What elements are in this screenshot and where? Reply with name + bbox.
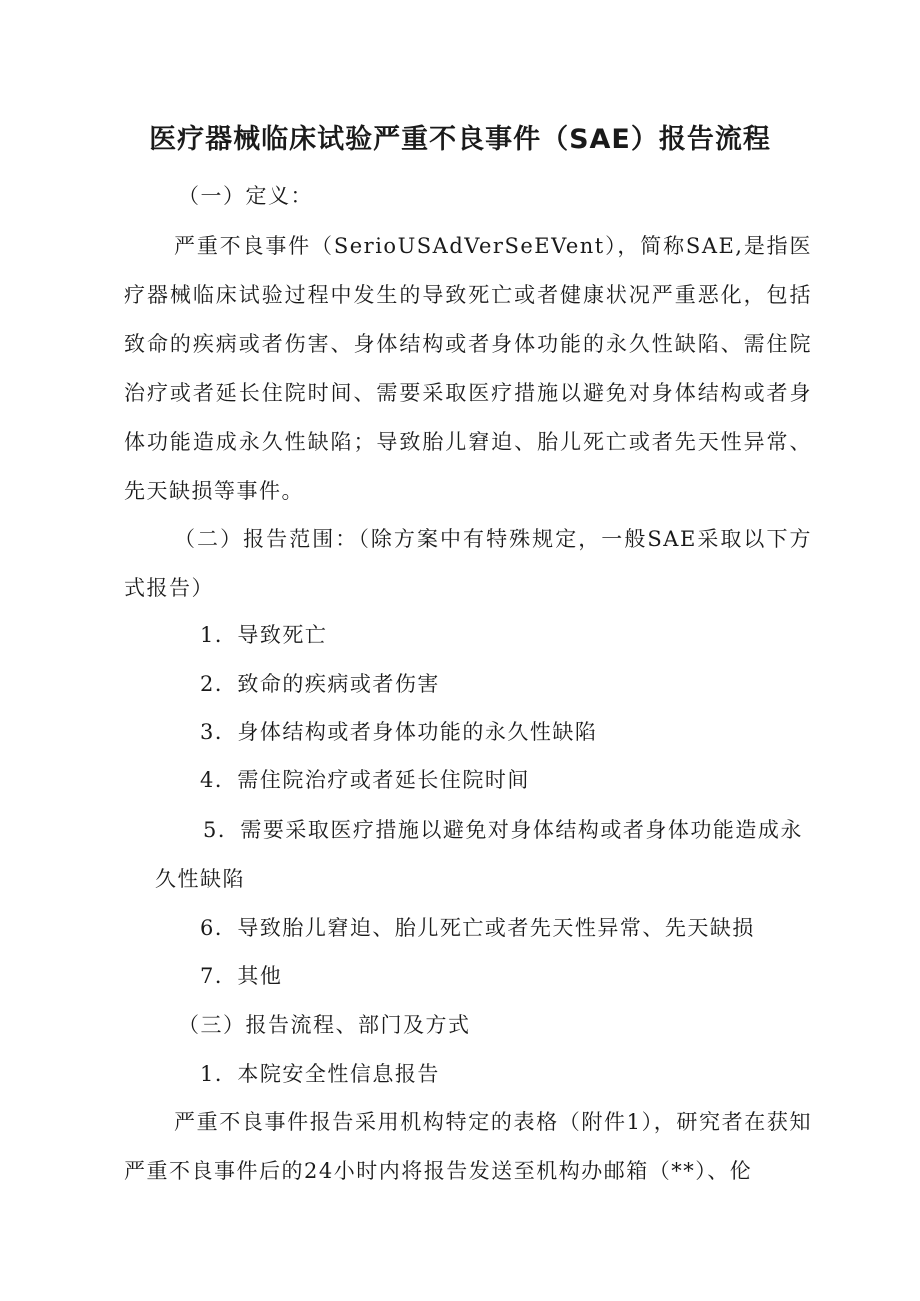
list-item-3: 3．身体结构或者身体功能的永久性缺陷 [200,720,598,744]
list-item-4: 4．需住院治疗或者延长住院时间 [200,768,530,792]
section1-definition-paragraph: 严重不良事件（SerioUSAdVerSeEVent），简称SAE,是指医疗器械临床试验过程中发生的导致死亡或者健康状况严重恶化，包括致命的疾病或者伤害、身体结构或者身体功能的永久性缺陷、需住院治疗或者延长住院时间、需要采取医疗措施以避免对身体结构或者身体功能造成永久性缺陷；导致胎儿窘迫、胎儿死亡或者先天性异常、先天缺损等事件。 [124,234,812,503]
list-item-1: 1．导致死亡 [200,623,328,647]
list-item-2: 2．致命的疾病或者伤害 [200,672,440,696]
list-item-6: 6．导致胎儿窘迫、胎儿死亡或者先天性异常、先天缺损 [200,916,755,940]
list-item-5: 5．需要采取医疗措施以避免对身体结构或者身体功能造成永久性缺陷 [155,818,803,891]
section3-heading: （三）报告流程、部门及方式 [178,1013,471,1037]
section3-sub1-paragraph: 严重不良事件报告采用机构特定的表格（附件1），研究者在获知严重不良事件后的24小时内将报告发送至机构办邮箱（**）、伦 [124,1110,812,1183]
section3-sub1-heading: 1．本院安全性信息报告 [200,1062,440,1086]
section2-heading: （二）报告范围：（除方案中有特殊规定，一般SAE采取以下方式报告） [124,527,812,600]
list-item-7: 7．其他 [200,964,283,988]
section1-heading: （一）定义： [178,184,313,208]
document-title: 医疗器械临床试验严重不良事件（SAE）报告流程 [149,124,771,155]
